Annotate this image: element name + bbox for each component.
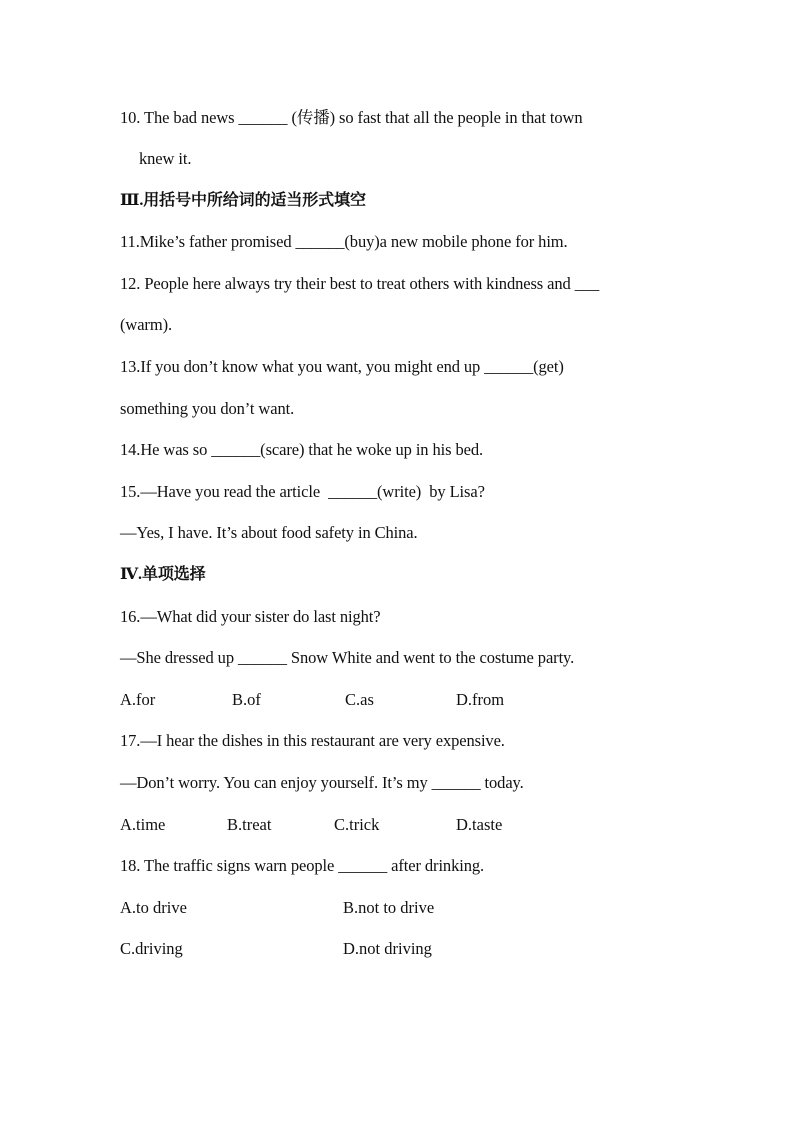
q16-option-a: A.for bbox=[120, 690, 156, 709]
q16-line2: —She dressed up ______ Snow White and went to the costume party. bbox=[120, 648, 575, 667]
q15-line1: 15.—Have you read the article ______(write) by Lisa? bbox=[120, 482, 485, 501]
q17-option-c: C.trick bbox=[334, 815, 380, 834]
q12-line1: 12. People here always try their best to treat others with kindness and ___ bbox=[120, 274, 600, 293]
q18-option-b: B.not to drive bbox=[343, 898, 435, 917]
q17-line1: 17.—I hear the dishes in this restaurant are very expensive. bbox=[120, 731, 505, 750]
q17-line2: —Don’t worry. You can enjoy yourself. It’s my ______ today. bbox=[120, 773, 524, 792]
q18-option-a: A.to drive bbox=[120, 898, 187, 917]
section-4-heading: Ⅳ.单项选择 bbox=[120, 566, 206, 583]
q10-line2: knew it. bbox=[139, 149, 192, 168]
q15-line2: —Yes, I have. It’s about food safety in China. bbox=[120, 523, 418, 542]
q16-option-d: D.from bbox=[456, 690, 505, 709]
section-3-heading: Ⅲ.用括号中所给词的适当形式填空 bbox=[120, 192, 366, 209]
q18-line1: 18. The traffic signs warn people ______ after drinking. bbox=[120, 856, 485, 875]
q11: 11.Mike’s father promised ______(buy)a new mobile phone for him. bbox=[120, 232, 568, 251]
q17-option-d: D.taste bbox=[456, 815, 503, 834]
q17-option-b: B.treat bbox=[227, 815, 272, 834]
q16-option-c: C.as bbox=[345, 690, 374, 709]
q18-option-d: D.not driving bbox=[343, 939, 432, 958]
q13-line2: something you don’t want. bbox=[120, 399, 295, 418]
q16-line1: 16.—What did your sister do last night? bbox=[120, 607, 381, 626]
q16-option-b: B.of bbox=[232, 690, 261, 709]
q12-line2: (warm). bbox=[120, 315, 172, 334]
q10-line1: 10. The bad news ______ (传播) so fast that all the people in that town bbox=[120, 108, 583, 127]
q17-option-a: A.time bbox=[120, 815, 166, 834]
q18-option-c: C.driving bbox=[120, 939, 183, 958]
q13-line1: 13.If you don’t know what you want, you might end up ______(get) bbox=[120, 357, 564, 376]
q14: 14.He was so ______(scare) that he woke up in his bed. bbox=[120, 440, 484, 459]
